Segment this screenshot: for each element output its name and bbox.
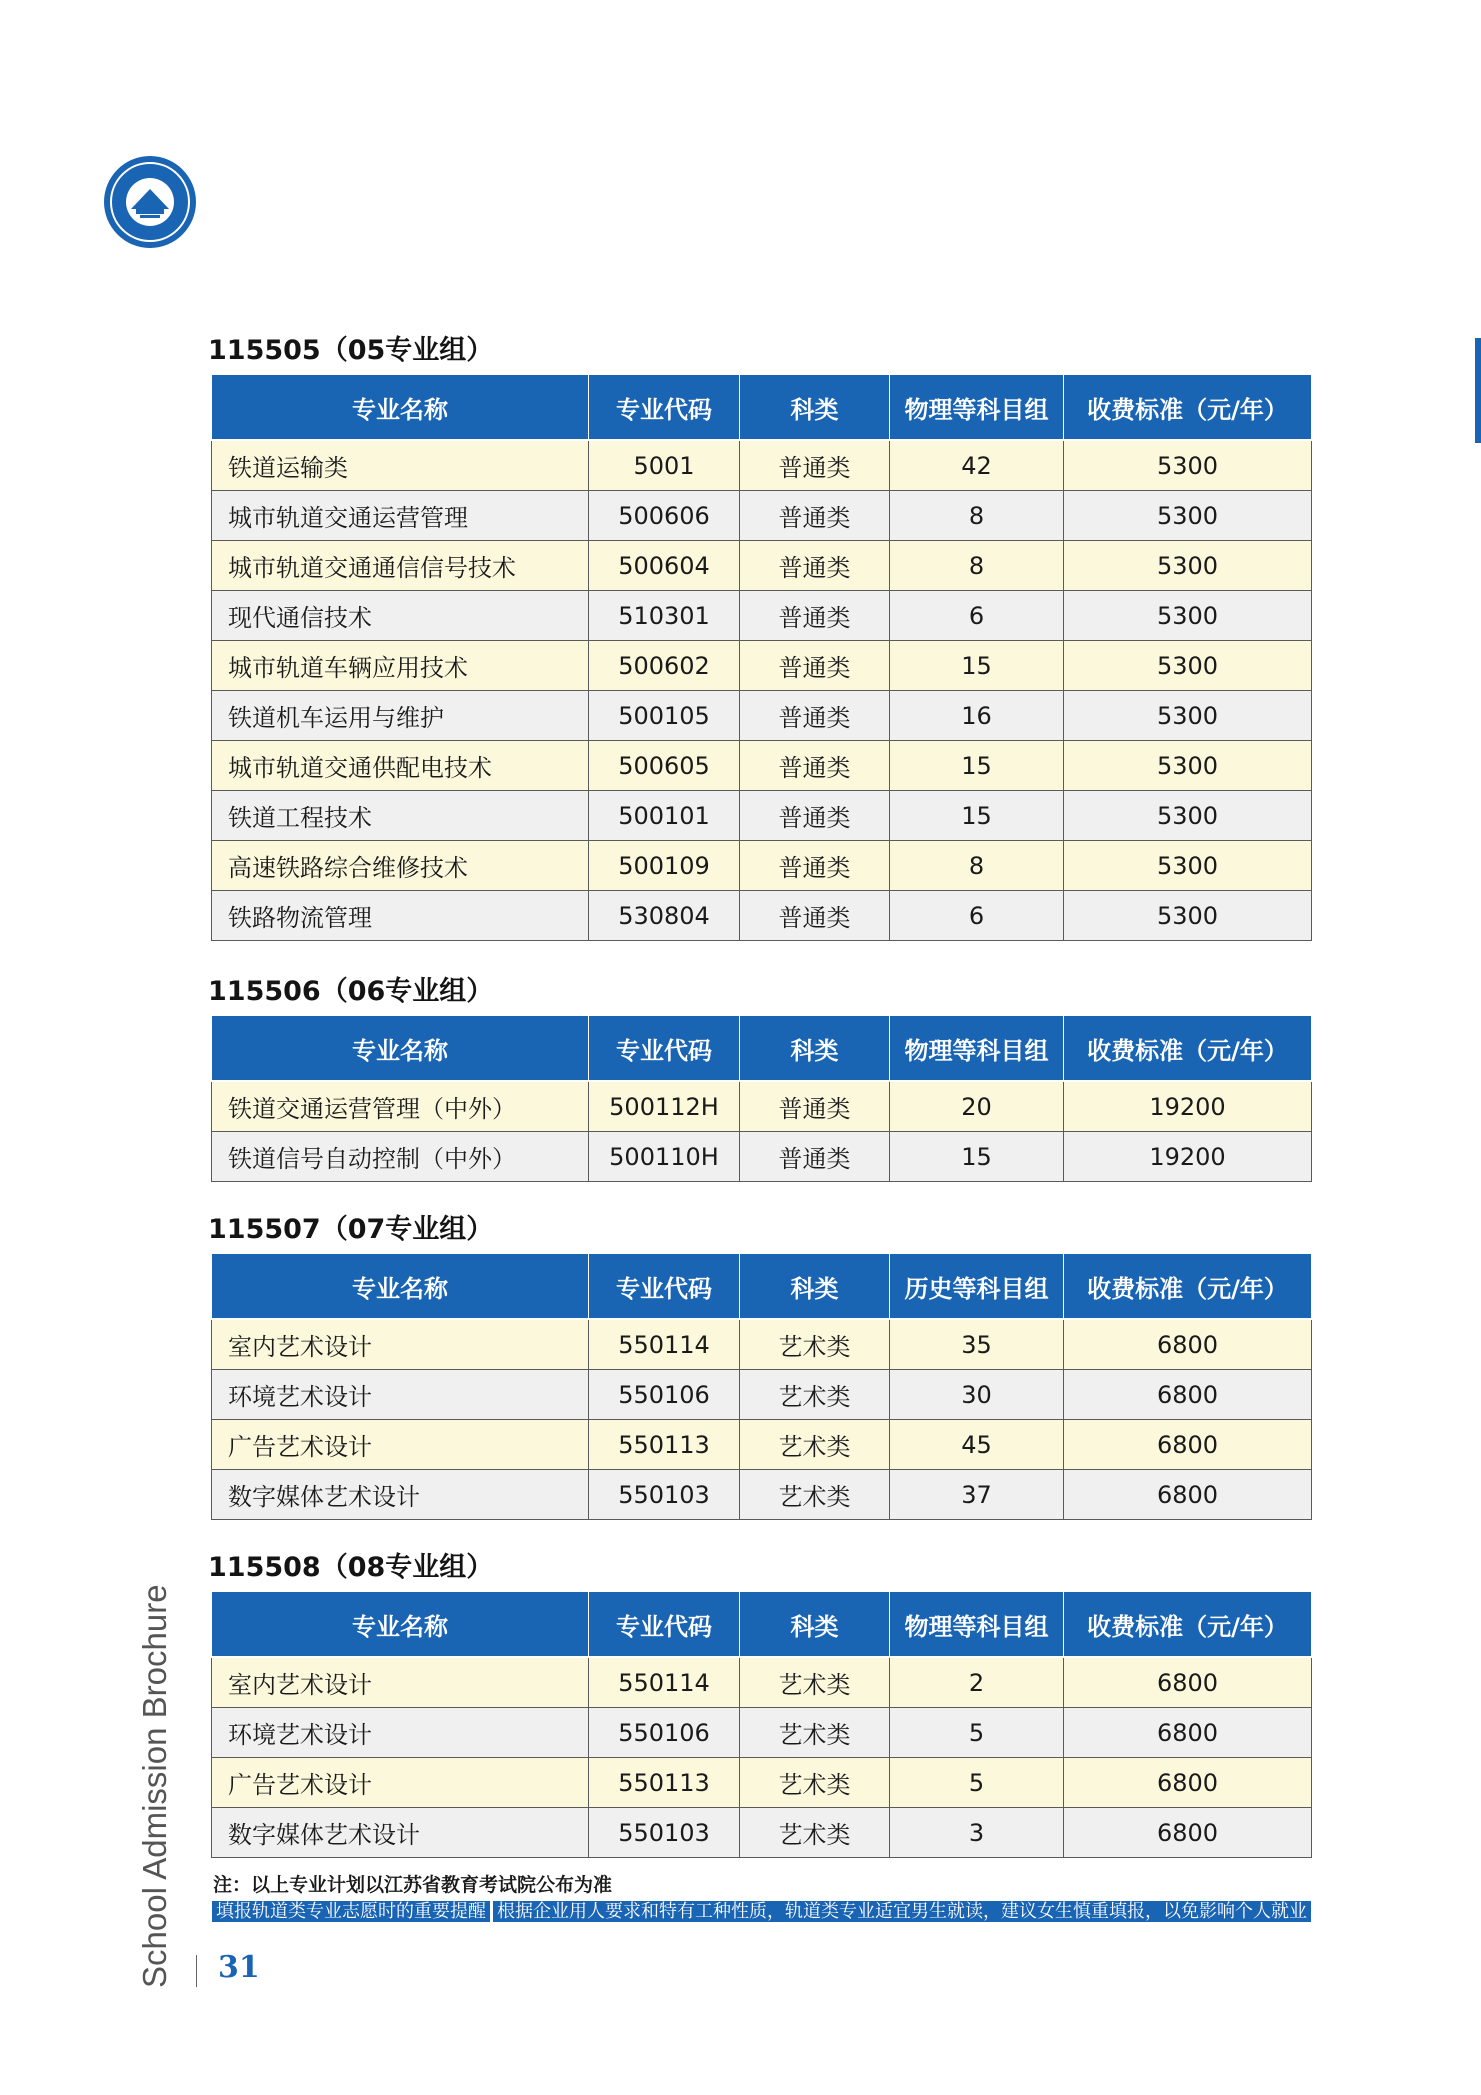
header-cell: 物理等科目组 xyxy=(890,375,1064,441)
major-code: 550114 xyxy=(589,1657,740,1708)
plan-count: 8 xyxy=(890,491,1064,541)
subject-type: 普通类 xyxy=(740,791,890,841)
tuition-fee: 5300 xyxy=(1064,741,1312,791)
plan-count: 2 xyxy=(890,1657,1064,1708)
table-row xyxy=(212,1758,1312,1808)
page-divider xyxy=(196,1955,197,1987)
major-table-06 xyxy=(211,1015,1312,1182)
tuition-fee: 6800 xyxy=(1064,1708,1312,1758)
plan-count: 6 xyxy=(890,591,1064,641)
subject-type: 艺术类 xyxy=(740,1808,890,1858)
major-code: 500602 xyxy=(589,641,740,691)
major-name: 城市轨道交通通信信号技术 xyxy=(212,541,589,591)
plan-count: 35 xyxy=(890,1319,1064,1370)
subject-type: 普通类 xyxy=(740,641,890,691)
table-row xyxy=(212,1808,1312,1858)
header-cell: 专业代码 xyxy=(589,1254,740,1320)
tuition-fee: 5300 xyxy=(1064,541,1312,591)
major-name: 铁道工程技术 xyxy=(212,791,589,841)
plan-count: 16 xyxy=(890,691,1064,741)
major-name: 铁道交通运营管理（中外） xyxy=(212,1081,589,1132)
plan-count: 8 xyxy=(890,541,1064,591)
major-code: 500109 xyxy=(589,841,740,891)
plan-count: 5 xyxy=(890,1708,1064,1758)
plan-count: 15 xyxy=(890,641,1064,691)
major-name: 环境艺术设计 xyxy=(212,1370,589,1420)
major-code: 550114 xyxy=(589,1319,740,1370)
major-name: 城市轨道交通运营管理 xyxy=(212,491,589,541)
tuition-fee: 6800 xyxy=(1064,1657,1312,1708)
major-name: 铁路物流管理 xyxy=(212,891,589,941)
major-name: 环境艺术设计 xyxy=(212,1708,589,1758)
tuition-fee: 6800 xyxy=(1064,1758,1312,1808)
tuition-fee: 6800 xyxy=(1064,1470,1312,1520)
tuition-fee: 6800 xyxy=(1064,1808,1312,1858)
header-cell: 科类 xyxy=(740,1254,890,1320)
school-logo xyxy=(103,155,197,249)
subject-type: 普通类 xyxy=(740,1132,890,1182)
table-row xyxy=(212,841,1312,891)
table-row xyxy=(212,741,1312,791)
plan-count: 45 xyxy=(890,1420,1064,1470)
header-cell: 物理等科目组 xyxy=(890,1016,1064,1082)
subject-type: 艺术类 xyxy=(740,1470,890,1520)
subject-type: 普通类 xyxy=(740,440,890,491)
major-name: 高速铁路综合维修技术 xyxy=(212,841,589,891)
tuition-fee: 5300 xyxy=(1064,641,1312,691)
major-name: 城市轨道车辆应用技术 xyxy=(212,641,589,691)
major-name: 铁道信号自动控制（中外） xyxy=(212,1132,589,1182)
major-table-07 xyxy=(211,1253,1312,1520)
major-table-05 xyxy=(211,374,1312,941)
tuition-fee: 6800 xyxy=(1064,1370,1312,1420)
tuition-fee: 19200 xyxy=(1064,1081,1312,1132)
major-code: 550106 xyxy=(589,1370,740,1420)
table-row xyxy=(212,541,1312,591)
school-seal-icon xyxy=(103,155,197,249)
subject-type: 普通类 xyxy=(740,841,890,891)
major-code: 550103 xyxy=(589,1808,740,1858)
plan-count: 42 xyxy=(890,440,1064,491)
header-cell: 专业代码 xyxy=(589,1016,740,1082)
tuition-fee: 5300 xyxy=(1064,440,1312,491)
tuition-fee: 5300 xyxy=(1064,591,1312,641)
header-cell: 专业代码 xyxy=(589,375,740,441)
subject-type: 普通类 xyxy=(740,741,890,791)
table-row xyxy=(212,791,1312,841)
table-row xyxy=(212,1708,1312,1758)
major-table-08 xyxy=(211,1591,1312,1858)
table-row xyxy=(212,1370,1312,1420)
header-cell: 收费标准（元/年） xyxy=(1064,1592,1312,1658)
warning-label: 填报轨道类专业志愿时的重要提醒 xyxy=(212,1901,490,1922)
subject-type: 普通类 xyxy=(740,541,890,591)
tuition-fee: 6800 xyxy=(1064,1319,1312,1370)
header-cell: 收费标准（元/年） xyxy=(1064,375,1312,441)
major-name: 铁道运输类 xyxy=(212,440,589,491)
subject-type: 艺术类 xyxy=(740,1657,890,1708)
major-name: 室内艺术设计 xyxy=(212,1657,589,1708)
major-name: 现代通信技术 xyxy=(212,591,589,641)
table-header-row xyxy=(212,1254,1312,1320)
major-code: 500604 xyxy=(589,541,740,591)
table-row xyxy=(212,440,1312,491)
group-title: 115506（06专业组） xyxy=(208,976,494,1007)
major-code: 500101 xyxy=(589,791,740,841)
major-code: 530804 xyxy=(589,891,740,941)
header-cell: 专业代码 xyxy=(589,1592,740,1658)
subject-type: 普通类 xyxy=(740,1081,890,1132)
plan-count: 15 xyxy=(890,741,1064,791)
major-code: 550103 xyxy=(589,1470,740,1520)
major-code: 550113 xyxy=(589,1758,740,1808)
header-cell: 专业名称 xyxy=(212,375,589,441)
plan-count: 20 xyxy=(890,1081,1064,1132)
warning-banner xyxy=(212,1898,1311,1925)
subject-type: 普通类 xyxy=(740,491,890,541)
tuition-fee: 5300 xyxy=(1064,841,1312,891)
edge-tab xyxy=(1475,338,1481,443)
subject-type: 艺术类 xyxy=(740,1708,890,1758)
header-cell: 科类 xyxy=(740,375,890,441)
major-code: 500606 xyxy=(589,491,740,541)
group-title: 115507（07专业组） xyxy=(208,1214,494,1245)
header-cell: 专业名称 xyxy=(212,1016,589,1082)
plan-count: 37 xyxy=(890,1470,1064,1520)
table-row xyxy=(212,1132,1312,1182)
major-name: 铁道机车运用与维护 xyxy=(212,691,589,741)
subject-type: 普通类 xyxy=(740,591,890,641)
header-cell: 历史等科目组 xyxy=(890,1254,1064,1320)
table-row xyxy=(212,1319,1312,1370)
tuition-fee: 5300 xyxy=(1064,491,1312,541)
subject-type: 艺术类 xyxy=(740,1420,890,1470)
plan-count: 30 xyxy=(890,1370,1064,1420)
page-number: 31 xyxy=(218,1950,260,1985)
major-name: 数字媒体艺术设计 xyxy=(212,1470,589,1520)
tuition-fee: 5300 xyxy=(1064,691,1312,741)
plan-count: 5 xyxy=(890,1758,1064,1808)
group-title: 115505（05专业组） xyxy=(208,335,494,366)
table-row xyxy=(212,1657,1312,1708)
header-cell: 物理等科目组 xyxy=(890,1592,1064,1658)
table-row xyxy=(212,1081,1312,1132)
header-cell: 专业名称 xyxy=(212,1254,589,1320)
side-label: School Admission Brochure xyxy=(136,1584,173,1988)
major-name: 城市轨道交通供配电技术 xyxy=(212,741,589,791)
major-name: 室内艺术设计 xyxy=(212,1319,589,1370)
subject-type: 艺术类 xyxy=(740,1758,890,1808)
table-header-row xyxy=(212,375,1312,441)
tuition-fee: 6800 xyxy=(1064,1420,1312,1470)
header-cell: 科类 xyxy=(740,1016,890,1082)
header-cell: 收费标准（元/年） xyxy=(1064,1254,1312,1320)
table-row xyxy=(212,891,1312,941)
plan-count: 8 xyxy=(890,841,1064,891)
major-code: 550113 xyxy=(589,1420,740,1470)
table-row xyxy=(212,641,1312,691)
plan-count: 3 xyxy=(890,1808,1064,1858)
major-code: 500605 xyxy=(589,741,740,791)
major-code: 510301 xyxy=(589,591,740,641)
plan-count: 15 xyxy=(890,791,1064,841)
plan-count: 6 xyxy=(890,891,1064,941)
table-header-row xyxy=(212,1016,1312,1082)
subject-type: 艺术类 xyxy=(740,1370,890,1420)
table-header-row xyxy=(212,1592,1312,1658)
tuition-fee: 19200 xyxy=(1064,1132,1312,1182)
major-name: 广告艺术设计 xyxy=(212,1420,589,1470)
table-row xyxy=(212,1420,1312,1470)
tuition-fee: 5300 xyxy=(1064,891,1312,941)
major-code: 550106 xyxy=(589,1708,740,1758)
header-cell: 专业名称 xyxy=(212,1592,589,1658)
table-row xyxy=(212,591,1312,641)
subject-type: 艺术类 xyxy=(740,1319,890,1370)
header-cell: 收费标准（元/年） xyxy=(1064,1016,1312,1082)
major-code: 500110H xyxy=(589,1132,740,1182)
major-code: 500112H xyxy=(589,1081,740,1132)
footnote: 注：以上专业计划以江苏省教育考试院公布为准 xyxy=(213,1874,613,1896)
table-row xyxy=(212,1470,1312,1520)
major-name: 广告艺术设计 xyxy=(212,1758,589,1808)
subject-type: 普通类 xyxy=(740,691,890,741)
warning-text: 根据企业用人要求和特有工种性质，轨道类专业适宜男生就读，建议女生慎重填报，以免影响个人就业 xyxy=(493,1901,1311,1922)
table-row xyxy=(212,691,1312,741)
major-name: 数字媒体艺术设计 xyxy=(212,1808,589,1858)
header-cell: 科类 xyxy=(740,1592,890,1658)
table-row xyxy=(212,491,1312,541)
major-code: 500105 xyxy=(589,691,740,741)
plan-count: 15 xyxy=(890,1132,1064,1182)
subject-type: 普通类 xyxy=(740,891,890,941)
tuition-fee: 5300 xyxy=(1064,791,1312,841)
group-title: 115508（08专业组） xyxy=(208,1552,494,1583)
major-code: 5001 xyxy=(589,440,740,491)
